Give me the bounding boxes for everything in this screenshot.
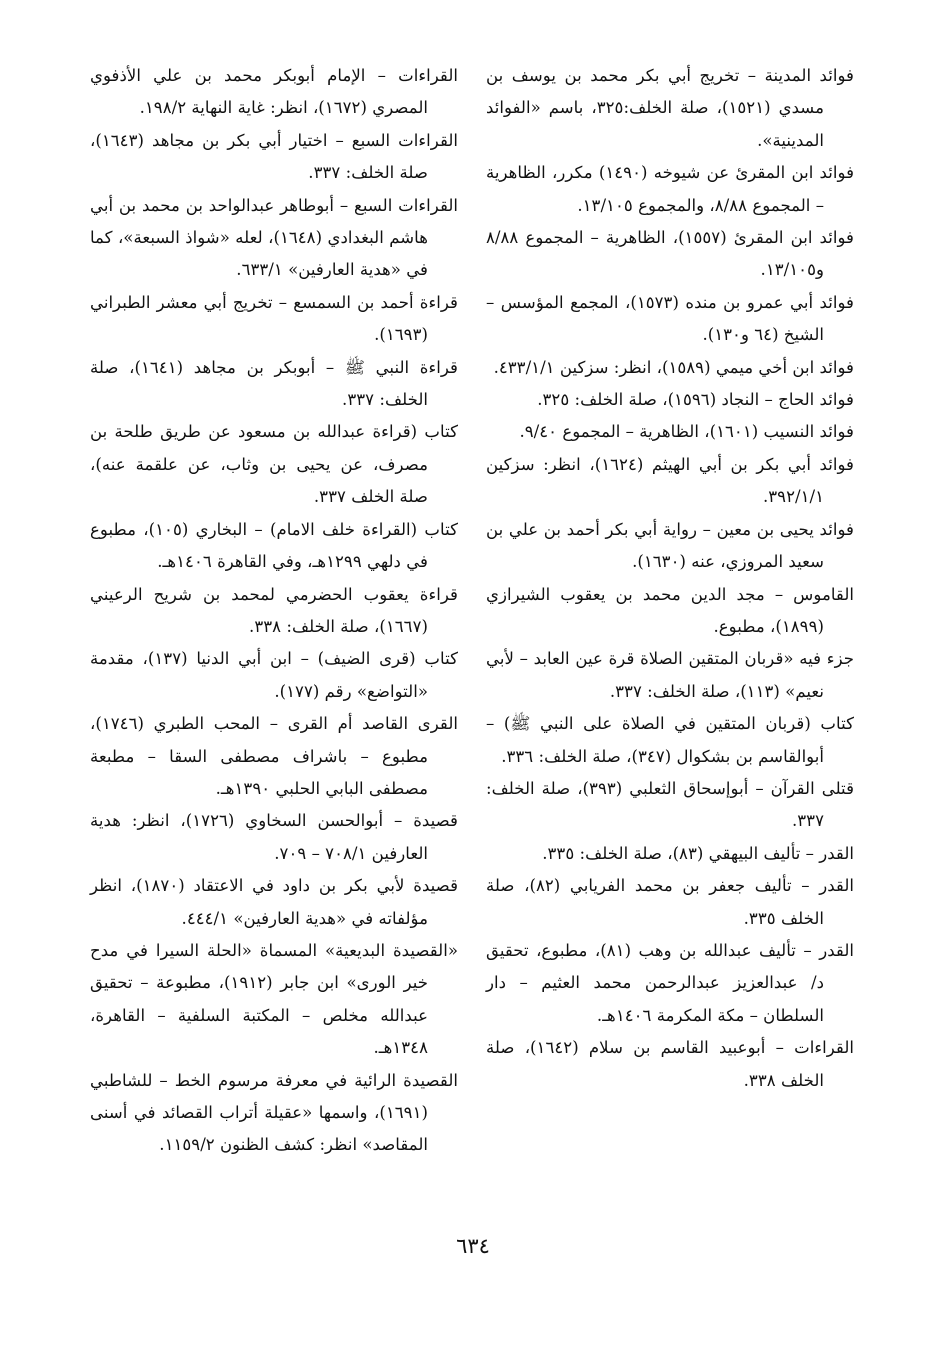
index-entry: جزء فيه «قربان المتقين الصلاة قرة عين العابد – لأبي نعيم» (١١٣)، صلة الخلف: ٣٣٧. (486, 649, 854, 701)
index-entry: قراءة أحمد بن السمسع – تخريج أبي معشر الطبراني (١٦٩٣). (90, 292, 458, 345)
index-entry: القدر – تأليف البيهقي (٨٣)، صلة الخلف: ٣٣٥. (542, 843, 854, 863)
index-column-right (486, 60, 854, 1097)
page-number: ٦٣٤ (456, 1234, 490, 1258)
index-entry: القراءات السبع – أبوطاهر عبدالواحد بن محمد بن أبي هاشم البغدادي (١٦٤٨)، لعله «شواذ السبعة»، كما في «هدية العارفين» ٦٣٣/١. (90, 195, 458, 280)
index-entry: فوائد أبي بكر بن أبي الهيثم (١٦٢٤)، انظر: سزكين ٣٩٢/١/١. (486, 454, 854, 507)
index-entry: كتاب (قرى الضيف) – ابن أبي الدنيا (١٣٧)، مقدمة «التواضع» رقم (١٧٧). (90, 649, 458, 701)
index-entry: قتلى القرآن – أبوإسحاق الثعلبي (٣٩٣)، صلة الخلف: ٣٣٧. (486, 778, 854, 831)
index-entry: فوائد ابن المقرئ عن شيوخه (١٤٩٠) مكرر، الظاهرية – المجموع ٨/٨٨، والمجموع ١٣/١٠٥. (486, 163, 855, 215)
index-entry: فوائد ابن المقرئ (١٥٥٧)، الظاهرية – المجموع ٨/٨٨ و١٣/١٠٥. (486, 228, 854, 280)
index-entry: القراءات – أبوعبيد القاسم بن سلام (١٦٤٢)، صلة الخلف ٣٣٨. (486, 1038, 854, 1090)
index-entry: قصيدة – أبوالحسن السخاوي (١٧٢٦)، انظر: هدية العارفين ٧٠٨/١ – ٧٠٩. (90, 811, 458, 863)
index-entry: فوائد المدينة – تخريج أبي بكر محمد بن يوسف بن مسدي (١٥٢١)، صلة الخلف:٣٢٥، باسم «الفوائد المدينية». (486, 66, 854, 150)
index-entry: فوائد النسيب (١٦٠١)، الظاهرية – المجموع ٩/٤٠. (519, 422, 854, 442)
index-entry: كتاب (قراءة عبدالله بن مسعود عن طريق طلحة بن مصرف، عن يحيى بن وثاب، عن علقمة عنه)، صلة الخلف ٣٣٧. (90, 422, 458, 507)
index-entry: قصيدة لأبي بكر بن داود في الاعتقاد (١٨٧٠)، انظر مؤلفاته في «هدية العارفين» ٤٤٤/١. (90, 876, 458, 928)
index-entry: القرى القاصد أم القرى – المحب الطبري (١٧٤٦)، مطبوع – باشراف مصطفى السقا – مطبعة مصطفى البابي الحلبي ١٣٩٠هـ. (90, 714, 458, 798)
index-entry: كتاب (قربان المتقين في الصلاة على النبي ﷺ) – أبوالقاسم بن بشكوال (٣٤٧)، صلة الخلف: ٣٣٦. (486, 714, 854, 766)
index-column-left (90, 60, 458, 1162)
index-entry: القدر – تأليف عبدالله بن وهب (٨١)، مطبوع، تحقيق د/ عبدالعزيز عبدالرحمن محمد العثيم – دار السلطان – مكة المكرمة ١٤٠٦هـ. (486, 940, 854, 1025)
index-entry: فوائد الحاج – النجاد (١٥٩٦)، صلة الخلف: ٣٢٥. (537, 390, 854, 410)
index-entry: فوائد أبي عمرو بن منده (١٥٧٣)، المجمع المؤسس – الشيخ (٦٤ و١٣٠). (486, 292, 854, 345)
index-entry: فوائد يحيى بن معين – رواية أبي بكر أحمد بن علي بن سعيد المروزي، عنه (١٦٣٠). (486, 519, 854, 572)
index-entry: القراءات السبع – اختيار أبي بكر بن مجاهد (١٦٤٣)، صلة الخلف: ٣٣٧. (90, 130, 458, 183)
index-entry: قراءة يعقوب الحضرمي لمحمد بن شريح الرعيني (١٦٦٧)، صلة الخلف: ٣٣٨. (90, 584, 458, 636)
index-entry: القراءات – الإمام أبوبكر محمد بن علي الأذفوي المصري (١٦٧٢)، انظر: غاية النهاية ١٩٨/٢. (90, 66, 458, 118)
index-entry: «القصيدة البديعية» المسماة «الحلة السيرا في مدح خير الورى» ابن جابر (١٩١٢)، مطبوعة – تحقيق عبدالله مخلص – المكتبة السلفية – القاهرة، ١٣٤٨هـ. (90, 940, 458, 1058)
index-entry: القدر – تأليف جعفر بن محمد الفريابي (٨٢)، صلة الخلف ٣٣٥. (486, 876, 854, 928)
index-entry: القاموس – مجد الدين محمد بن يعقوب الشيرازي (١٨٩٩)، مطبوع. (486, 584, 854, 636)
index-entry: القصيدة الرائية في معرفة مرسوم الخط – للشاطبي (١٦٩١)، واسمها «عقيلة أتراب القصائد في أسنى المقاصد» انظر: كشف الظنون ١١٥٩/٢. (90, 1070, 458, 1155)
index-entry: كتاب (القراءة خلف الامام) – البخاري (١٠٥)، مطبوع في دلهي ١٢٩٩هـ، وفي القاهرة ١٤٠٦هـ. (90, 519, 458, 572)
index-entry: قراءة النبي ﷺ – أبوبكر بن مجاهد (١٦٤١)، صلة الخلف: ٣٣٧. (90, 357, 458, 410)
index-entry: فوائد ابن أخي ميمي (١٥٨٩)، انظر: سزكين ٤٣٣/١/١. (493, 357, 854, 377)
